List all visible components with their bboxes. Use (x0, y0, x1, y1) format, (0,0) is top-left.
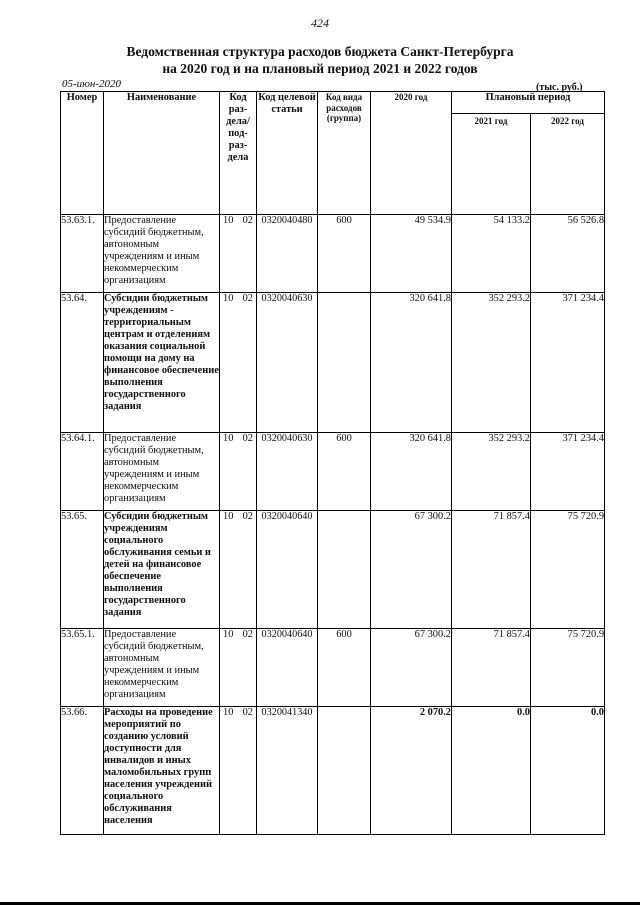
row-name: Предоставление субсидий бюджетным, автономным учреждениям и иным некоммерческим организациям (104, 629, 220, 707)
row-number: 53.64. (61, 293, 104, 433)
row-section-code: 10 (223, 433, 234, 444)
row-target: 0320040640 (257, 511, 318, 629)
row-section (220, 511, 257, 629)
row-subsection-code: 02 (242, 707, 253, 718)
row-target: 0320040630 (257, 433, 318, 511)
row-2022: 0.0 (531, 707, 605, 835)
page-number: 424 (311, 16, 329, 30)
row-2022: 56 526.8 (531, 215, 605, 293)
row-2020: 67 300.2 (371, 629, 452, 707)
row-number: 53.66. (61, 707, 104, 835)
row-2022: 75 720.9 (531, 511, 605, 629)
row-target: 0320040640 (257, 629, 318, 707)
table-row (61, 707, 605, 835)
page-title (0, 43, 640, 77)
title-line-2: на 2020 год и на плановый период 2021 и 2022 годов (162, 61, 478, 76)
row-2020: 49 534.9 (371, 215, 452, 293)
budget-table (60, 91, 605, 835)
row-2021: 352 293.2 (452, 293, 531, 433)
row-subsection-code: 02 (242, 511, 253, 522)
row-expense-type (318, 707, 371, 835)
row-expense-type: 600 (318, 629, 371, 707)
row-subsection-code: 02 (242, 215, 253, 226)
table-row (61, 511, 605, 629)
units-label: (тыс. руб.) (536, 82, 583, 93)
header-name: Наименование (104, 92, 220, 215)
header-target: Код целевой статьи (257, 92, 318, 215)
row-expense-type (318, 511, 371, 629)
row-section-code: 10 (223, 511, 234, 522)
row-target: 0320040480 (257, 215, 318, 293)
row-subsection-code: 02 (242, 433, 253, 444)
table-row (61, 433, 605, 511)
row-2020: 2 070.2 (371, 707, 452, 835)
row-name: Субсидии бюджетным учреждениям - территориальным центрам и отделениям оказания социальной помощи на дому на финансовое обеспечение выполнения государственного задания (104, 293, 220, 433)
row-section-code: 10 (223, 215, 234, 226)
table-row (61, 293, 605, 433)
row-2020: 67 300.2 (371, 511, 452, 629)
row-section (220, 433, 257, 511)
row-target: 0320041340 (257, 707, 318, 835)
row-2020: 320 641.8 (371, 433, 452, 511)
row-section (220, 707, 257, 835)
table-row (61, 215, 605, 293)
row-expense-type: 600 (318, 215, 371, 293)
row-section (220, 293, 257, 433)
title-line-1: Ведомственная структура расходов бюджета Санкт-Петербурга (126, 44, 514, 59)
row-name: Предоставление субсидий бюджетным, автономным учреждениям и иным некоммерческим организациям (104, 433, 220, 511)
row-2021: 0.0 (452, 707, 531, 835)
row-number: 53.63.1. (61, 215, 104, 293)
header-expense-type: Код вида расходов (группа) (318, 92, 371, 215)
row-number: 53.64.1. (61, 433, 104, 511)
row-section-code: 10 (223, 707, 234, 718)
row-name: Предоставление субсидий бюджетным, автономным учреждениям и иным некоммерческим организациям (104, 215, 220, 293)
row-2021: 71 857.4 (452, 629, 531, 707)
row-expense-type (318, 293, 371, 433)
row-name: Субсидии бюджетным учреждениям социального обслуживания семьи и детей на финансовое обеспечение выполнения государственного задания (104, 511, 220, 629)
header-number: Номер (61, 92, 104, 215)
row-section (220, 215, 257, 293)
header-2022: 2022 год (531, 114, 605, 215)
row-2022: 371 234.4 (531, 293, 605, 433)
row-2021: 352 293.2 (452, 433, 531, 511)
header-section: Код раз- дела/ под- раз- дела (220, 92, 257, 215)
header-2020: 2020 год (371, 92, 452, 215)
row-section (220, 629, 257, 707)
row-section-code: 10 (223, 629, 234, 640)
row-section-code: 10 (223, 293, 234, 304)
row-2021: 54 133.2 (452, 215, 531, 293)
row-2020: 320 641.8 (371, 293, 452, 433)
row-name: Расходы на проведение мероприятий по созданию условий доступности для инвалидов и иных маломобильных групп населения учреждений социального обслуживания населения (104, 707, 220, 835)
row-expense-type: 600 (318, 433, 371, 511)
row-number: 53.65. (61, 511, 104, 629)
row-number: 53.65.1. (61, 629, 104, 707)
report-date: 05-июн-2020 (62, 78, 122, 90)
row-2022: 75 720.9 (531, 629, 605, 707)
row-2021: 71 857.4 (452, 511, 531, 629)
row-target: 0320040630 (257, 293, 318, 433)
row-2022: 371 234.4 (531, 433, 605, 511)
row-subsection-code: 02 (242, 293, 253, 304)
row-subsection-code: 02 (242, 629, 253, 640)
header-planning-period: Плановый период (452, 92, 605, 114)
table-row (61, 629, 605, 707)
header-2021: 2021 год (452, 114, 531, 215)
